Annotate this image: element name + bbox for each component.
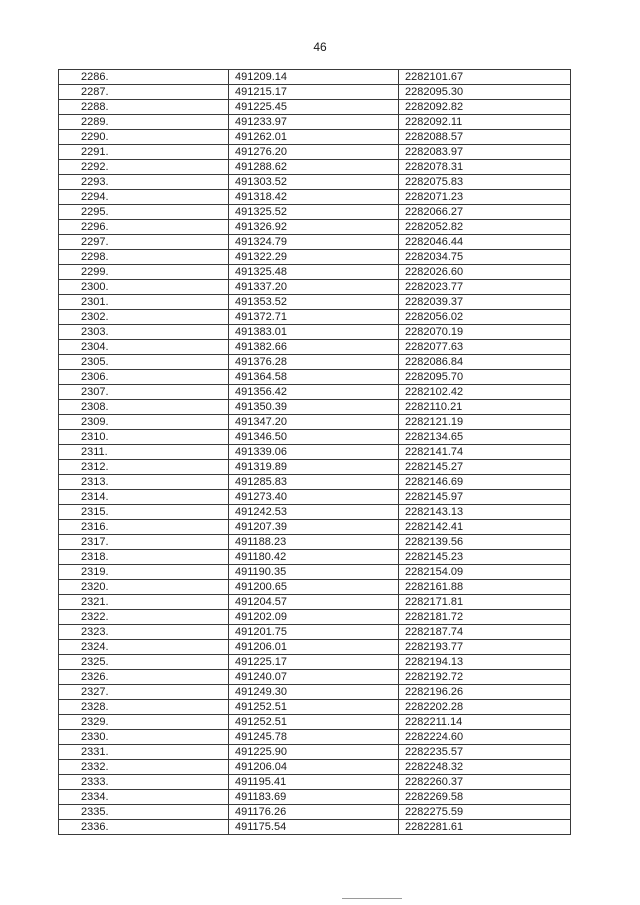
y-coordinate-cell: 2282260.37 (399, 775, 571, 790)
point-number-cell: 2329. (59, 715, 229, 730)
y-coordinate-cell: 2282134.65 (399, 430, 571, 445)
x-coordinate-cell: 491206.01 (229, 640, 399, 655)
table-row (59, 505, 571, 520)
x-coordinate-cell: 491225.90 (229, 745, 399, 760)
y-coordinate-cell: 2282143.13 (399, 505, 571, 520)
table-row (59, 490, 571, 505)
table-row (59, 625, 571, 640)
table-row (59, 760, 571, 775)
point-number-cell: 2291. (59, 145, 229, 160)
table-row (59, 310, 571, 325)
x-coordinate-cell: 491326.92 (229, 220, 399, 235)
point-number-cell: 2325. (59, 655, 229, 670)
point-number-cell: 2307. (59, 385, 229, 400)
table-row (59, 730, 571, 745)
point-number-cell: 2331. (59, 745, 229, 760)
table-row (59, 775, 571, 790)
table-row (59, 715, 571, 730)
y-coordinate-cell: 2282142.41 (399, 520, 571, 535)
table-row (59, 535, 571, 550)
y-coordinate-cell: 2282248.32 (399, 760, 571, 775)
y-coordinate-cell: 2282139.56 (399, 535, 571, 550)
point-number-cell: 2335. (59, 805, 229, 820)
x-coordinate-cell: 491183.69 (229, 790, 399, 805)
point-number-cell: 2321. (59, 595, 229, 610)
table-row (59, 580, 571, 595)
table-row (59, 235, 571, 250)
y-coordinate-cell: 2282066.27 (399, 205, 571, 220)
point-number-cell: 2316. (59, 520, 229, 535)
table-row (59, 475, 571, 490)
table-row (59, 460, 571, 475)
x-coordinate-cell: 491252.51 (229, 715, 399, 730)
point-number-cell: 2287. (59, 85, 229, 100)
y-coordinate-cell: 2282196.26 (399, 685, 571, 700)
y-coordinate-cell: 2282193.77 (399, 640, 571, 655)
x-coordinate-cell: 491382.66 (229, 340, 399, 355)
x-coordinate-cell: 491242.53 (229, 505, 399, 520)
coordinates-table (58, 69, 571, 835)
point-number-cell: 2296. (59, 220, 229, 235)
x-coordinate-cell: 491202.09 (229, 610, 399, 625)
x-coordinate-cell: 491372.71 (229, 310, 399, 325)
y-coordinate-cell: 2282194.13 (399, 655, 571, 670)
x-coordinate-cell: 491195.41 (229, 775, 399, 790)
point-number-cell: 2318. (59, 550, 229, 565)
point-number-cell: 2293. (59, 175, 229, 190)
point-number-cell: 2286. (59, 70, 229, 85)
y-coordinate-cell: 2282110.21 (399, 400, 571, 415)
table-row (59, 430, 571, 445)
y-coordinate-cell: 2282224.60 (399, 730, 571, 745)
y-coordinate-cell: 2282187.74 (399, 625, 571, 640)
y-coordinate-cell: 2282211.14 (399, 715, 571, 730)
y-coordinate-cell: 2282141.74 (399, 445, 571, 460)
y-coordinate-cell: 2282092.82 (399, 100, 571, 115)
y-coordinate-cell: 2282202.28 (399, 700, 571, 715)
point-number-cell: 2295. (59, 205, 229, 220)
table-row (59, 445, 571, 460)
y-coordinate-cell: 2282088.57 (399, 130, 571, 145)
y-coordinate-cell: 2282154.09 (399, 565, 571, 580)
y-coordinate-cell: 2282083.97 (399, 145, 571, 160)
y-coordinate-cell: 2282052.82 (399, 220, 571, 235)
x-coordinate-cell: 491376.28 (229, 355, 399, 370)
y-coordinate-cell: 2282070.19 (399, 325, 571, 340)
table-row (59, 85, 571, 100)
point-number-cell: 2289. (59, 115, 229, 130)
y-coordinate-cell: 2282171.81 (399, 595, 571, 610)
x-coordinate-cell: 491262.01 (229, 130, 399, 145)
point-number-cell: 2300. (59, 280, 229, 295)
point-number-cell: 2324. (59, 640, 229, 655)
point-number-cell: 2330. (59, 730, 229, 745)
table-row (59, 820, 571, 835)
table-row (59, 130, 571, 145)
x-coordinate-cell: 491337.20 (229, 280, 399, 295)
table-row (59, 400, 571, 415)
table-row (59, 385, 571, 400)
y-coordinate-cell: 2282269.58 (399, 790, 571, 805)
table-row (59, 220, 571, 235)
point-number-cell: 2328. (59, 700, 229, 715)
table-row (59, 790, 571, 805)
x-coordinate-cell: 491324.79 (229, 235, 399, 250)
table-row (59, 325, 571, 340)
point-number-cell: 2336. (59, 820, 229, 835)
y-coordinate-cell: 2282161.88 (399, 580, 571, 595)
table-row (59, 115, 571, 130)
x-coordinate-cell: 491188.23 (229, 535, 399, 550)
page-number: 46 (313, 40, 327, 54)
y-coordinate-cell: 2282145.97 (399, 490, 571, 505)
point-number-cell: 2334. (59, 790, 229, 805)
x-coordinate-cell: 491201.75 (229, 625, 399, 640)
point-number-cell: 2305. (59, 355, 229, 370)
point-number-cell: 2303. (59, 325, 229, 340)
point-number-cell: 2313. (59, 475, 229, 490)
point-number-cell: 2304. (59, 340, 229, 355)
y-coordinate-cell: 2282095.30 (399, 85, 571, 100)
point-number-cell: 2299. (59, 265, 229, 280)
y-coordinate-cell: 2282275.59 (399, 805, 571, 820)
y-coordinate-cell: 2282235.57 (399, 745, 571, 760)
x-coordinate-cell: 491303.52 (229, 175, 399, 190)
x-coordinate-cell: 491288.62 (229, 160, 399, 175)
y-coordinate-cell: 2282056.02 (399, 310, 571, 325)
point-number-cell: 2312. (59, 460, 229, 475)
point-number-cell: 2309. (59, 415, 229, 430)
y-coordinate-cell: 2282046.44 (399, 235, 571, 250)
y-coordinate-cell: 2282281.61 (399, 820, 571, 835)
y-coordinate-cell: 2282181.72 (399, 610, 571, 625)
y-coordinate-cell: 2282034.75 (399, 250, 571, 265)
y-coordinate-cell: 2282146.69 (399, 475, 571, 490)
table-row (59, 415, 571, 430)
x-coordinate-cell: 491347.20 (229, 415, 399, 430)
table-row (59, 160, 571, 175)
x-coordinate-cell: 491209.14 (229, 70, 399, 85)
point-number-cell: 2320. (59, 580, 229, 595)
footer-line (342, 898, 402, 899)
table-row (59, 685, 571, 700)
point-number-cell: 2315. (59, 505, 229, 520)
y-coordinate-cell: 2282145.23 (399, 550, 571, 565)
x-coordinate-cell: 491180.42 (229, 550, 399, 565)
table-row (59, 700, 571, 715)
y-coordinate-cell: 2282086.84 (399, 355, 571, 370)
table-row (59, 550, 571, 565)
table-row (59, 250, 571, 265)
x-coordinate-cell: 491346.50 (229, 430, 399, 445)
x-coordinate-cell: 491207.39 (229, 520, 399, 535)
x-coordinate-cell: 491190.35 (229, 565, 399, 580)
table-row (59, 175, 571, 190)
x-coordinate-cell: 491225.17 (229, 655, 399, 670)
table-row (59, 280, 571, 295)
y-coordinate-cell: 2282071.23 (399, 190, 571, 205)
x-coordinate-cell: 491249.30 (229, 685, 399, 700)
table-row (59, 295, 571, 310)
y-coordinate-cell: 2282101.67 (399, 70, 571, 85)
x-coordinate-cell: 491233.97 (229, 115, 399, 130)
table-row (59, 190, 571, 205)
y-coordinate-cell: 2282095.70 (399, 370, 571, 385)
point-number-cell: 2294. (59, 190, 229, 205)
point-number-cell: 2322. (59, 610, 229, 625)
x-coordinate-cell: 491356.42 (229, 385, 399, 400)
point-number-cell: 2302. (59, 310, 229, 325)
table-row (59, 610, 571, 625)
x-coordinate-cell: 491276.20 (229, 145, 399, 160)
x-coordinate-cell: 491175.54 (229, 820, 399, 835)
x-coordinate-cell: 491252.51 (229, 700, 399, 715)
table-row (59, 145, 571, 160)
x-coordinate-cell: 491245.78 (229, 730, 399, 745)
point-number-cell: 2317. (59, 535, 229, 550)
point-number-cell: 2290. (59, 130, 229, 145)
table-row (59, 595, 571, 610)
table-row (59, 370, 571, 385)
x-coordinate-cell: 491318.42 (229, 190, 399, 205)
x-coordinate-cell: 491364.58 (229, 370, 399, 385)
y-coordinate-cell: 2282078.31 (399, 160, 571, 175)
table-row (59, 355, 571, 370)
point-number-cell: 2298. (59, 250, 229, 265)
table-row (59, 340, 571, 355)
point-number-cell: 2327. (59, 685, 229, 700)
x-coordinate-cell: 491225.45 (229, 100, 399, 115)
point-number-cell: 2332. (59, 760, 229, 775)
point-number-cell: 2311. (59, 445, 229, 460)
y-coordinate-cell: 2282192.72 (399, 670, 571, 685)
x-coordinate-cell: 491204.57 (229, 595, 399, 610)
x-coordinate-cell: 491206.04 (229, 760, 399, 775)
x-coordinate-cell: 491350.39 (229, 400, 399, 415)
x-coordinate-cell: 491339.06 (229, 445, 399, 460)
point-number-cell: 2297. (59, 235, 229, 250)
point-number-cell: 2333. (59, 775, 229, 790)
table-row (59, 520, 571, 535)
x-coordinate-cell: 491285.83 (229, 475, 399, 490)
point-number-cell: 2310. (59, 430, 229, 445)
x-coordinate-cell: 491319.89 (229, 460, 399, 475)
y-coordinate-cell: 2282121.19 (399, 415, 571, 430)
coordinates-table-body (59, 70, 571, 835)
y-coordinate-cell: 2282023.77 (399, 280, 571, 295)
x-coordinate-cell: 491325.48 (229, 265, 399, 280)
table-row (59, 805, 571, 820)
x-coordinate-cell: 491325.52 (229, 205, 399, 220)
point-number-cell: 2288. (59, 100, 229, 115)
point-number-cell: 2323. (59, 625, 229, 640)
x-coordinate-cell: 491215.17 (229, 85, 399, 100)
x-coordinate-cell: 491200.65 (229, 580, 399, 595)
table-row (59, 100, 571, 115)
y-coordinate-cell: 2282026.60 (399, 265, 571, 280)
table-row (59, 70, 571, 85)
y-coordinate-cell: 2282077.63 (399, 340, 571, 355)
point-number-cell: 2301. (59, 295, 229, 310)
x-coordinate-cell: 491176.26 (229, 805, 399, 820)
table-row (59, 670, 571, 685)
y-coordinate-cell: 2282102.42 (399, 385, 571, 400)
y-coordinate-cell: 2282039.37 (399, 295, 571, 310)
table-row (59, 565, 571, 580)
table-row (59, 640, 571, 655)
point-number-cell: 2306. (59, 370, 229, 385)
table-row (59, 265, 571, 280)
x-coordinate-cell: 491383.01 (229, 325, 399, 340)
point-number-cell: 2314. (59, 490, 229, 505)
y-coordinate-cell: 2282092.11 (399, 115, 571, 130)
x-coordinate-cell: 491240.07 (229, 670, 399, 685)
x-coordinate-cell: 491353.52 (229, 295, 399, 310)
point-number-cell: 2308. (59, 400, 229, 415)
x-coordinate-cell: 491273.40 (229, 490, 399, 505)
y-coordinate-cell: 2282075.83 (399, 175, 571, 190)
y-coordinate-cell: 2282145.27 (399, 460, 571, 475)
table-row (59, 745, 571, 760)
table-row (59, 205, 571, 220)
point-number-cell: 2326. (59, 670, 229, 685)
table-row (59, 655, 571, 670)
point-number-cell: 2319. (59, 565, 229, 580)
x-coordinate-cell: 491322.29 (229, 250, 399, 265)
point-number-cell: 2292. (59, 160, 229, 175)
